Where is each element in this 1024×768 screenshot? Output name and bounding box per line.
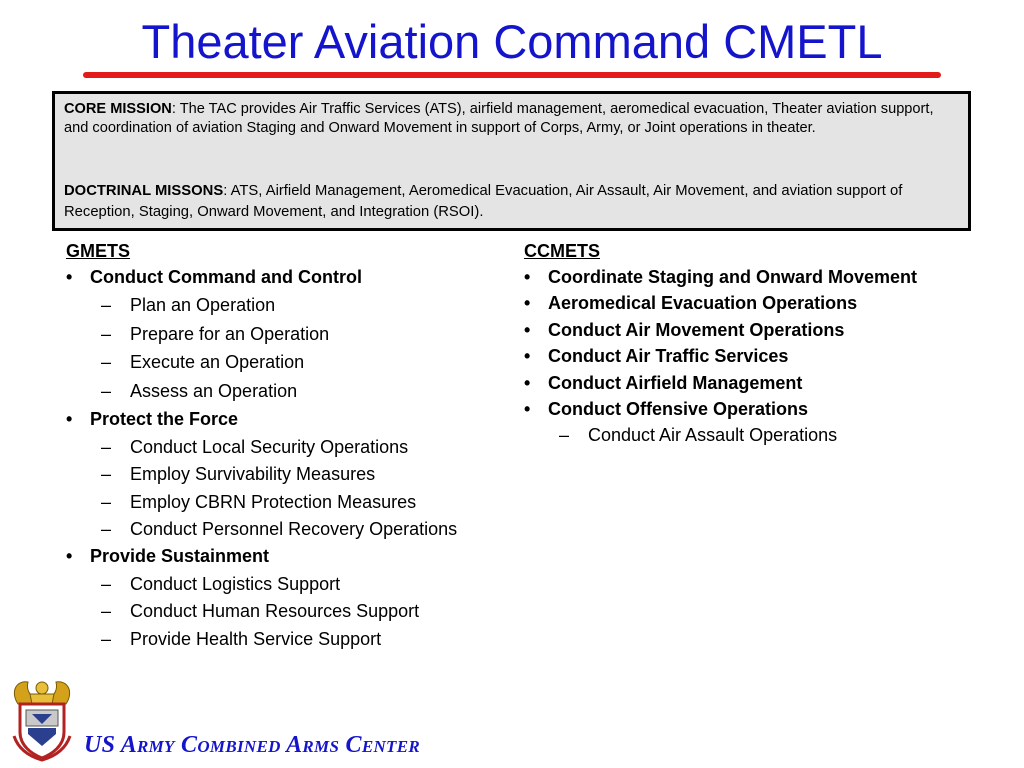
gmets-subtask <box>66 516 506 543</box>
title-underline <box>83 72 941 78</box>
bullet-icon: • <box>524 319 531 340</box>
ccmets-task-label: Coordinate Staging and Onward Movement <box>548 267 918 287</box>
gmets-subtask <box>66 598 506 625</box>
gmets-subtask-label: Prepare for an Operation <box>130 323 330 344</box>
gmets-task-label: Conduct Command and Control <box>90 267 362 287</box>
ccmets-subtask-label: Conduct Air Assault Operations <box>588 425 838 446</box>
gmets-subtask <box>66 489 506 516</box>
bullet-icon: • <box>66 267 73 287</box>
ccmets-task-label: Conduct Air Traffic Services <box>548 346 789 367</box>
bullet-icon: • <box>524 398 531 419</box>
dash-icon: – <box>101 352 112 372</box>
gmets-task <box>66 264 506 292</box>
gmets-task-label: Protect the Force <box>90 409 239 429</box>
core-mission-label: CORE MISSION <box>64 101 172 117</box>
ccmets-task <box>524 264 1004 290</box>
gmets-subtask <box>66 292 506 321</box>
dash-icon: – <box>101 323 112 344</box>
dash-icon: – <box>559 425 570 446</box>
gmets-subtask-label: Employ Survivability Measures <box>130 464 376 485</box>
gmets-subtask <box>66 378 506 407</box>
gmets-task <box>66 543 506 571</box>
core-mission-text: : The TAC provides Air Traffic Services (ATS), airfield management, aeromedical evacuation, Theater aviation support, and coordination of aviation Staging and Onward Movement in support of Corps, Army, or Joint operations in theater. <box>64 101 934 136</box>
army-crest-icon <box>8 674 76 762</box>
bullet-icon: • <box>66 546 73 567</box>
gmets-subtask <box>66 626 506 653</box>
bullet-icon: • <box>524 372 531 393</box>
gmets-subtask-label: Conduct Human Resources Support <box>130 601 420 622</box>
ccmets-subtask <box>524 422 1004 448</box>
dash-icon: – <box>101 295 112 315</box>
doctrinal-missions-text: : ATS, Airfield Management, Aeromedical Evacuation, Air Assault, Air Movement, and aviation support of Reception, Staging, Onward Movement, and Integration (RSOI). <box>64 183 903 220</box>
gmets-subtask-label: Assess an Operation <box>130 380 298 401</box>
gmets-subtask-label: Provide Health Service Support <box>130 628 382 649</box>
gmets-task-label: Provide Sustainment <box>90 546 270 567</box>
gmets-subtask <box>66 461 506 488</box>
ccmets-heading: CCMETS <box>524 241 600 261</box>
dash-icon: – <box>101 491 112 512</box>
organization-name: US Army Combined Arms Center <box>84 732 420 758</box>
ccmets-task <box>524 317 1004 343</box>
ccmets-task-label: Conduct Offensive Operations <box>548 398 809 419</box>
gmets-subtask-label: Conduct Personnel Recovery Operations <box>130 518 458 539</box>
core-mission-paragraph <box>64 100 959 137</box>
ccmets-column <box>524 240 1004 448</box>
gmets-subtask-label: Employ CBRN Protection Measures <box>130 491 417 512</box>
ccmets-task <box>524 290 1004 316</box>
ccmets-list <box>524 264 1004 448</box>
dash-icon: – <box>101 601 112 622</box>
bullet-icon: • <box>524 346 531 367</box>
gmets-list <box>66 543 506 653</box>
ccmets-task <box>524 396 1004 422</box>
gmets-task <box>66 406 506 434</box>
gmets-list <box>66 264 506 406</box>
gmets-subtask <box>66 434 506 461</box>
bullet-icon: • <box>524 267 531 287</box>
gmets-subtask-label: Conduct Logistics Support <box>130 574 341 595</box>
gmets-subtask-label: Plan an Operation <box>130 295 276 315</box>
bullet-icon: • <box>524 293 531 314</box>
dash-icon: – <box>101 464 112 485</box>
dash-icon: – <box>101 437 112 457</box>
gmets-subtask <box>66 349 506 378</box>
gmets-list <box>66 406 506 543</box>
dash-icon: – <box>101 628 112 649</box>
gmets-subtask <box>66 571 506 598</box>
bullet-icon: • <box>66 409 73 429</box>
gmets-subtask <box>66 321 506 350</box>
ccmets-task-label: Conduct Airfield Management <box>548 372 803 393</box>
gmets-subtask-label: Execute an Operation <box>130 352 305 372</box>
mission-box <box>52 91 971 231</box>
gmets-subtask-label: Conduct Local Security Operations <box>130 437 409 457</box>
doctrinal-missions-paragraph <box>64 181 959 223</box>
doctrinal-missions-label: DOCTRINAL MISSONS <box>64 183 224 199</box>
ccmets-task-label: Conduct Air Movement Operations <box>548 319 845 340</box>
slide-title: Theater Aviation Command CMETL <box>141 15 883 68</box>
dash-icon: – <box>101 518 112 539</box>
gmets-column <box>66 240 506 653</box>
dash-icon: – <box>101 380 112 401</box>
dash-icon: – <box>101 574 112 595</box>
ccmets-task <box>524 343 1004 369</box>
ccmets-task <box>524 370 1004 396</box>
gmets-heading: GMETS <box>66 241 131 261</box>
ccmets-task-label: Aeromedical Evacuation Operations <box>548 293 858 314</box>
